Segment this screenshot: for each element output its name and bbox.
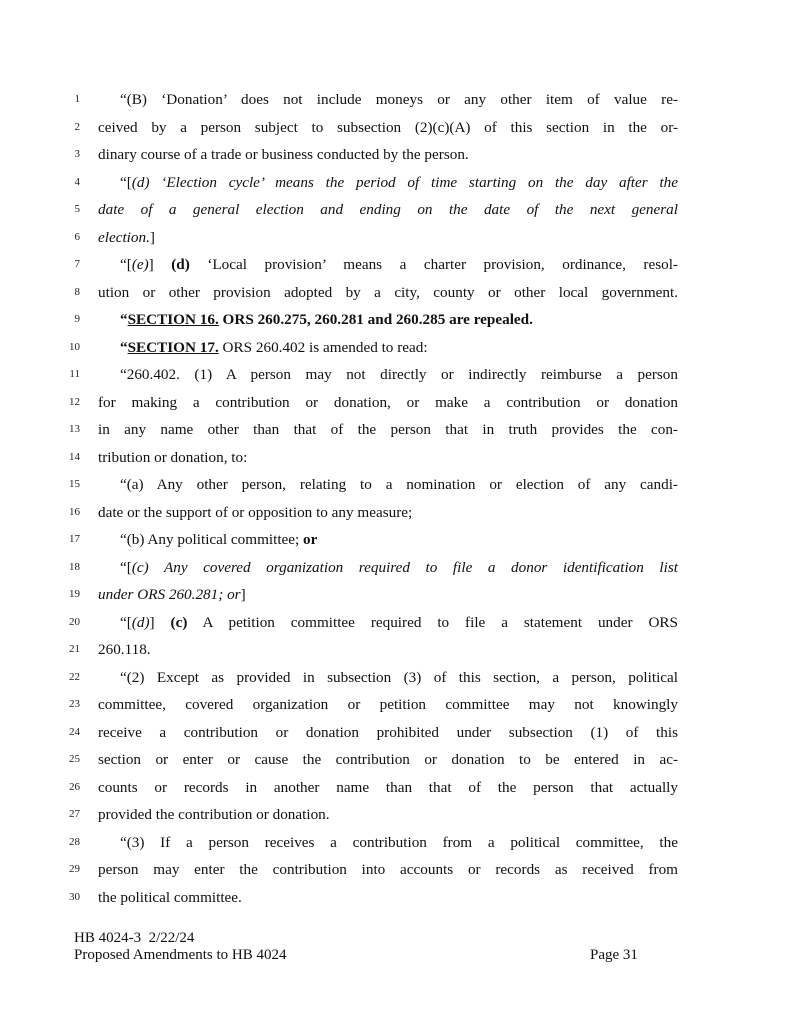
- line-number: 17: [69, 533, 80, 545]
- line-text: in any name other than that of the person that in truth provides the con-: [98, 421, 678, 438]
- deleted-text: date of a general election and ending on the date of the next general: [98, 201, 678, 218]
- line-number: 21: [69, 643, 80, 655]
- section-heading: SECTION 16.: [127, 311, 219, 328]
- text-line-21: [0, 636, 800, 664]
- deleted-text: (e): [131, 256, 149, 273]
- line-text: “(2) Except as provided in subsection (3) of this section, a person, political: [120, 668, 678, 686]
- line-text: provided the contribution or donation.: [98, 806, 330, 823]
- text-line-13: [0, 416, 800, 444]
- text-line-19: [0, 581, 800, 609]
- line-number: 3: [74, 148, 80, 160]
- line-text: election.]: [98, 228, 155, 246]
- text-line-27: [0, 801, 800, 829]
- line-text: “[(d) ‘Election cycle’ means the period of time starting on the day after the: [120, 173, 678, 191]
- deleted-text: (d) ‘Election cycle’ means the period of time starting on the day after the: [131, 173, 678, 191]
- line-number: 25: [69, 753, 80, 765]
- text-line-30: [0, 884, 800, 912]
- line-text: section or enter or cause the contribution or donation to be entered in ac-: [98, 751, 678, 768]
- text-line-29: [0, 856, 800, 884]
- line-number: 27: [69, 808, 80, 820]
- line-text: receive a contribution or donation prohibited under subsection (1) of this: [98, 723, 678, 741]
- text-line-3: [0, 141, 800, 169]
- text-line-9: [0, 306, 800, 334]
- line-number: 5: [74, 203, 80, 215]
- line-text: person may enter the contribution into accounts or records as received from: [98, 861, 678, 878]
- text-line-24: [0, 719, 800, 747]
- text-line-28: [0, 829, 800, 857]
- line-number: 15: [69, 478, 80, 490]
- line-number: 20: [69, 615, 80, 628]
- text-line-11: [0, 361, 800, 389]
- deleted-text: (c) Any covered organization required to file a donor identification list: [131, 558, 678, 576]
- line-number: 18: [69, 560, 80, 573]
- text-line-7: [0, 251, 800, 279]
- deleted-text: election.: [98, 228, 150, 246]
- text-line-12: [0, 389, 800, 417]
- line-text: [98, 196, 678, 224]
- line-text: committee, covered organization or petition committee may not knowingly: [98, 696, 678, 713]
- text-line-17: [0, 526, 800, 554]
- line-text: date or the support of or opposition to any measure;: [98, 503, 413, 521]
- line-number: 28: [69, 835, 80, 848]
- line-text: “[(e)] (d) ‘Local provision’ means a charter provision, ordinance, resol-: [120, 256, 678, 273]
- line-number: 7: [74, 258, 80, 270]
- line-text: dinary course of a trade or business conducted by the person.: [98, 146, 469, 163]
- text-line-25: [0, 746, 800, 774]
- line-number: 2: [74, 120, 80, 133]
- line-text: ution or other provision adopted by a city, county or other local government.: [98, 283, 678, 301]
- deleted-text: under ORS 260.281; or: [98, 586, 241, 603]
- text-line-26: [0, 774, 800, 802]
- text-line-22: [0, 664, 800, 692]
- line-number: 4: [74, 175, 80, 188]
- text-line-18: [0, 554, 800, 582]
- line-text: “(3) If a person receives a contribution from a political committee, the: [120, 833, 678, 851]
- line-number: 19: [69, 588, 80, 600]
- line-text: “(b) Any political committee; or: [120, 531, 318, 548]
- line-number: 9: [74, 313, 80, 325]
- line-text: “260.402. (1) A person may not directly or indirectly reimburse a person: [120, 366, 678, 383]
- line-number: 8: [74, 285, 80, 298]
- line-number: 1: [74, 93, 80, 105]
- line-text: the political committee.: [98, 888, 242, 906]
- text-line-6: [0, 224, 800, 252]
- footer-page-number: Page 31: [590, 947, 638, 963]
- line-number: 29: [69, 863, 80, 875]
- line-number: 13: [69, 423, 80, 435]
- line-text: “[(d)] (c) A petition committee required to file a statement under ORS: [120, 613, 679, 631]
- line-text: tribution or donation, to:: [98, 448, 248, 466]
- line-text: counts or records in another name than that of the person that actually: [98, 778, 678, 796]
- line-number: 24: [69, 725, 80, 738]
- line-text: “(B) ‘Donation’ does not include moneys or any other item of value re-: [120, 91, 678, 108]
- footer-doc-id: HB 4024-3 2/22/24: [74, 930, 195, 946]
- section-heading: SECTION 17.: [127, 338, 219, 356]
- line-text: ceived by a person subject to subsection (2)(c)(A) of this section in the or-: [98, 118, 678, 136]
- line-number: 11: [69, 368, 80, 380]
- line-text: “SECTION 17. ORS 260.402 is amended to read:: [120, 338, 428, 356]
- line-number: 16: [69, 505, 80, 518]
- line-number: 30: [69, 890, 80, 903]
- text-line-5: [0, 196, 800, 224]
- inserted-text: (d): [171, 256, 190, 273]
- text-line-14: [0, 444, 800, 472]
- line-number: 6: [74, 230, 80, 243]
- line-text: under ORS 260.281; or]: [98, 586, 246, 603]
- line-number: 22: [69, 670, 80, 683]
- deleted-text: (d): [131, 613, 150, 631]
- inserted-text: (c): [170, 613, 188, 631]
- line-number: 14: [69, 450, 80, 463]
- line-number: 26: [69, 780, 80, 793]
- text-line-20: [0, 609, 800, 637]
- line-text: for making a contribution or donation, or make a contribution or donation: [98, 393, 678, 411]
- text-line-23: [0, 691, 800, 719]
- line-text: “SECTION 16. ORS 260.275, 260.281 and 260.285 are repealed.: [120, 311, 533, 328]
- text-line-1: [0, 86, 800, 114]
- text-line-15: [0, 471, 800, 499]
- text-line-4: [0, 169, 800, 197]
- line-number: 12: [69, 395, 80, 408]
- text-line-8: [0, 279, 800, 307]
- inserted-text: or: [303, 531, 318, 548]
- text-line-2: [0, 114, 800, 142]
- text-line-10: [0, 334, 800, 362]
- text-line-16: [0, 499, 800, 527]
- line-number: 23: [69, 698, 80, 710]
- page-footer: [74, 930, 674, 964]
- line-text: “(a) Any other person, relating to a nomination or election of any candi-: [120, 476, 678, 493]
- line-number: 10: [69, 340, 80, 353]
- footer-title: Proposed Amendments to HB 4024: [74, 947, 287, 963]
- line-text: 260.118.: [98, 641, 151, 658]
- line-text: “[(c) Any covered organization required to file a donor identification list: [120, 558, 678, 576]
